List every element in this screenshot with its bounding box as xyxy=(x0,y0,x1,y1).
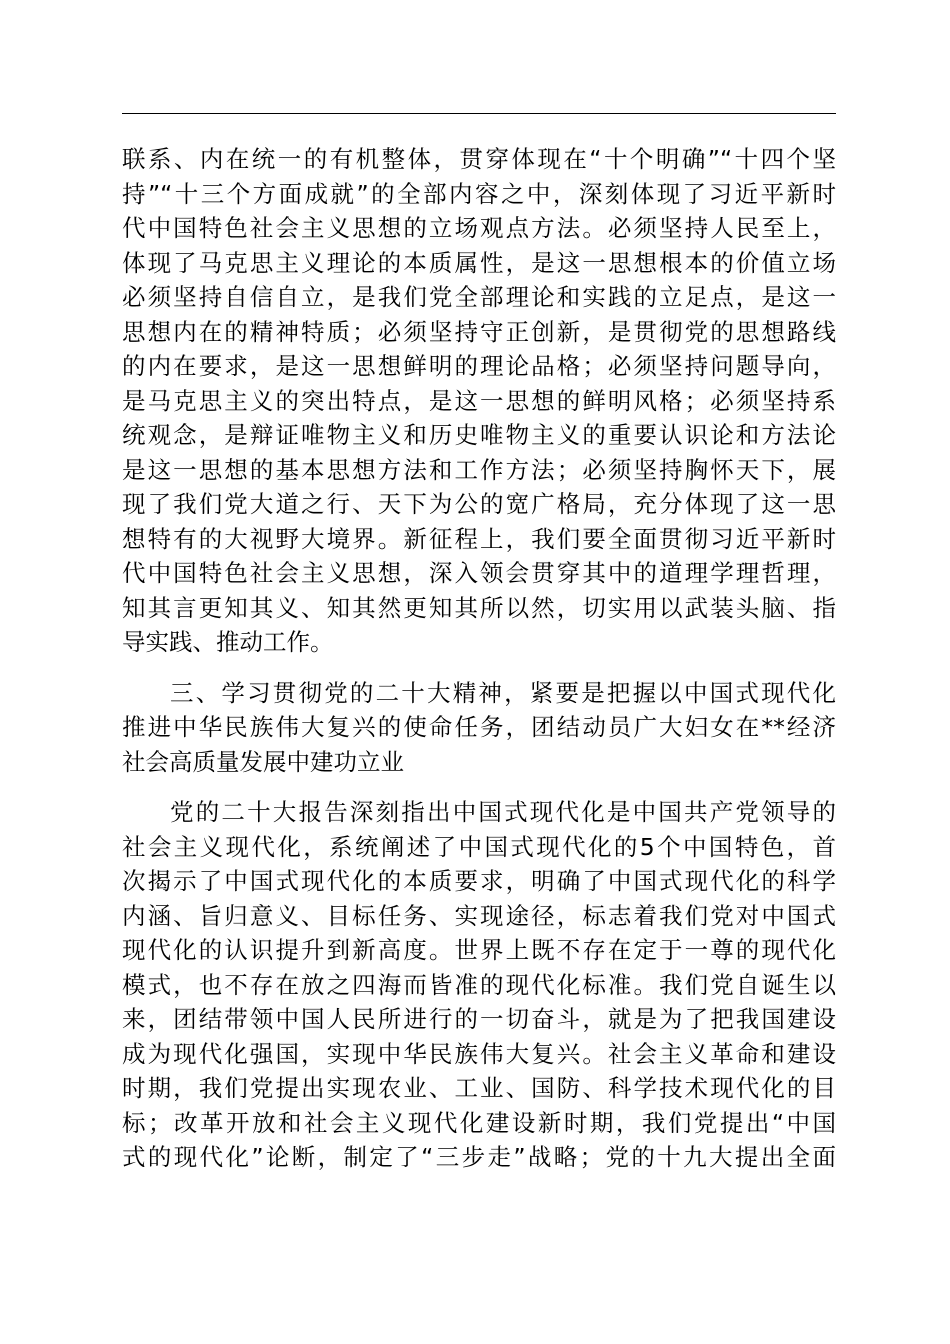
text-line: 代中国特色社会主义思想的立场观点方法。必须坚持人民至上， xyxy=(122,214,836,242)
text-line: 次揭示了中国式现代化的本质要求，明确了中国式现代化的科学 xyxy=(122,867,836,895)
paragraph-gap xyxy=(122,660,836,676)
text-line: 现代化的认识提升到新高度。世界上既不存在定于一尊的现代化 xyxy=(122,936,836,964)
text-line: 统观念，是辩证唯物主义和历史唯物主义的重要认识论和方法论 xyxy=(122,421,836,449)
header-rule xyxy=(122,113,836,114)
text-line: 社会主义现代化，系统阐述了中国式现代化的5个中国特色，首 xyxy=(122,832,836,861)
text-line: 思想内在的精神特质；必须坚持守正创新，是贯彻党的思想路线 xyxy=(122,317,836,346)
text-line: 推进中华民族伟大复兴的使命任务，团结动员广大妇女在**经济 xyxy=(122,713,836,741)
text-line: 知其言更知其义、知其然更知其所以然，切实用以武装头脑、指 xyxy=(122,593,836,622)
text-line: 想特有的大视野大境界。新征程上，我们要全面贯彻习近平新时 xyxy=(122,524,836,553)
text-line: 来，团结带领中国人民所进行的一切奋斗，就是为了把我国建设 xyxy=(122,1005,836,1033)
text-line: 模式，也不存在放之四海而皆准的现代化标准。我们党自诞生以 xyxy=(122,970,836,999)
text-line: 现了我们党大道之行、天下为公的宽广格局，充分体现了这一思 xyxy=(122,490,836,518)
text-line: 成为现代化强国，实现中华民族伟大复兴。社会主义革命和建设 xyxy=(122,1039,836,1068)
text-line: 代中国特色社会主义思想，深入领会贯穿其中的道理学理哲理， xyxy=(122,559,836,587)
text-line: 持”“十三个方面成就”的全部内容之中，深刻体现了习近平新时 xyxy=(122,179,836,208)
text-line: 是马克思主义的突出特点，是这一思想的鲜明风格；必须坚持系 xyxy=(122,386,836,415)
text-line: 的内在要求，是这一思想鲜明的理论品格；必须坚持问题导向， xyxy=(122,352,836,380)
text-line: 社会高质量发展中建功立业 xyxy=(122,747,404,776)
text-line: 时期，我们党提出实现农业、工业、国防、科学技术现代化的目 xyxy=(122,1074,836,1102)
text-line: 式的现代化”论断，制定了“三步走”战略；党的十九大提出全面 xyxy=(122,1143,836,1171)
text-line: 联系、内在统一的有机整体，贯穿体现在“十个明确”“十四个坚 xyxy=(122,145,836,173)
document-body xyxy=(122,142,836,1175)
text-line: 内涵、旨归意义、目标任务、实现途径，标志着我们党对中国式 xyxy=(122,901,836,930)
text-line: 导实践、推动工作。 xyxy=(122,628,334,656)
text-line: 三、学习贯彻党的二十大精神，紧要是把握以中国式现代化 xyxy=(170,678,836,707)
text-line: 是这一思想的基本思想方法和工作方法；必须坚持胸怀天下，展 xyxy=(122,455,836,484)
text-line: 标；改革开放和社会主义现代化建设新时期，我们党提出“中国 xyxy=(122,1108,836,1137)
paragraph-1 xyxy=(122,142,836,660)
text-line: 必须坚持自信自立，是我们党全部理论和实践的立足点，是这一 xyxy=(122,283,836,311)
paragraph-3 xyxy=(122,795,836,1175)
section-heading xyxy=(122,676,836,780)
paragraph-gap xyxy=(122,779,836,795)
text-line: 党的二十大报告深刻指出中国式现代化是中国共产党领导的 xyxy=(170,798,836,826)
text-line: 体现了马克思主义理论的本质属性，是这一思想根本的价值立场 xyxy=(122,248,836,277)
